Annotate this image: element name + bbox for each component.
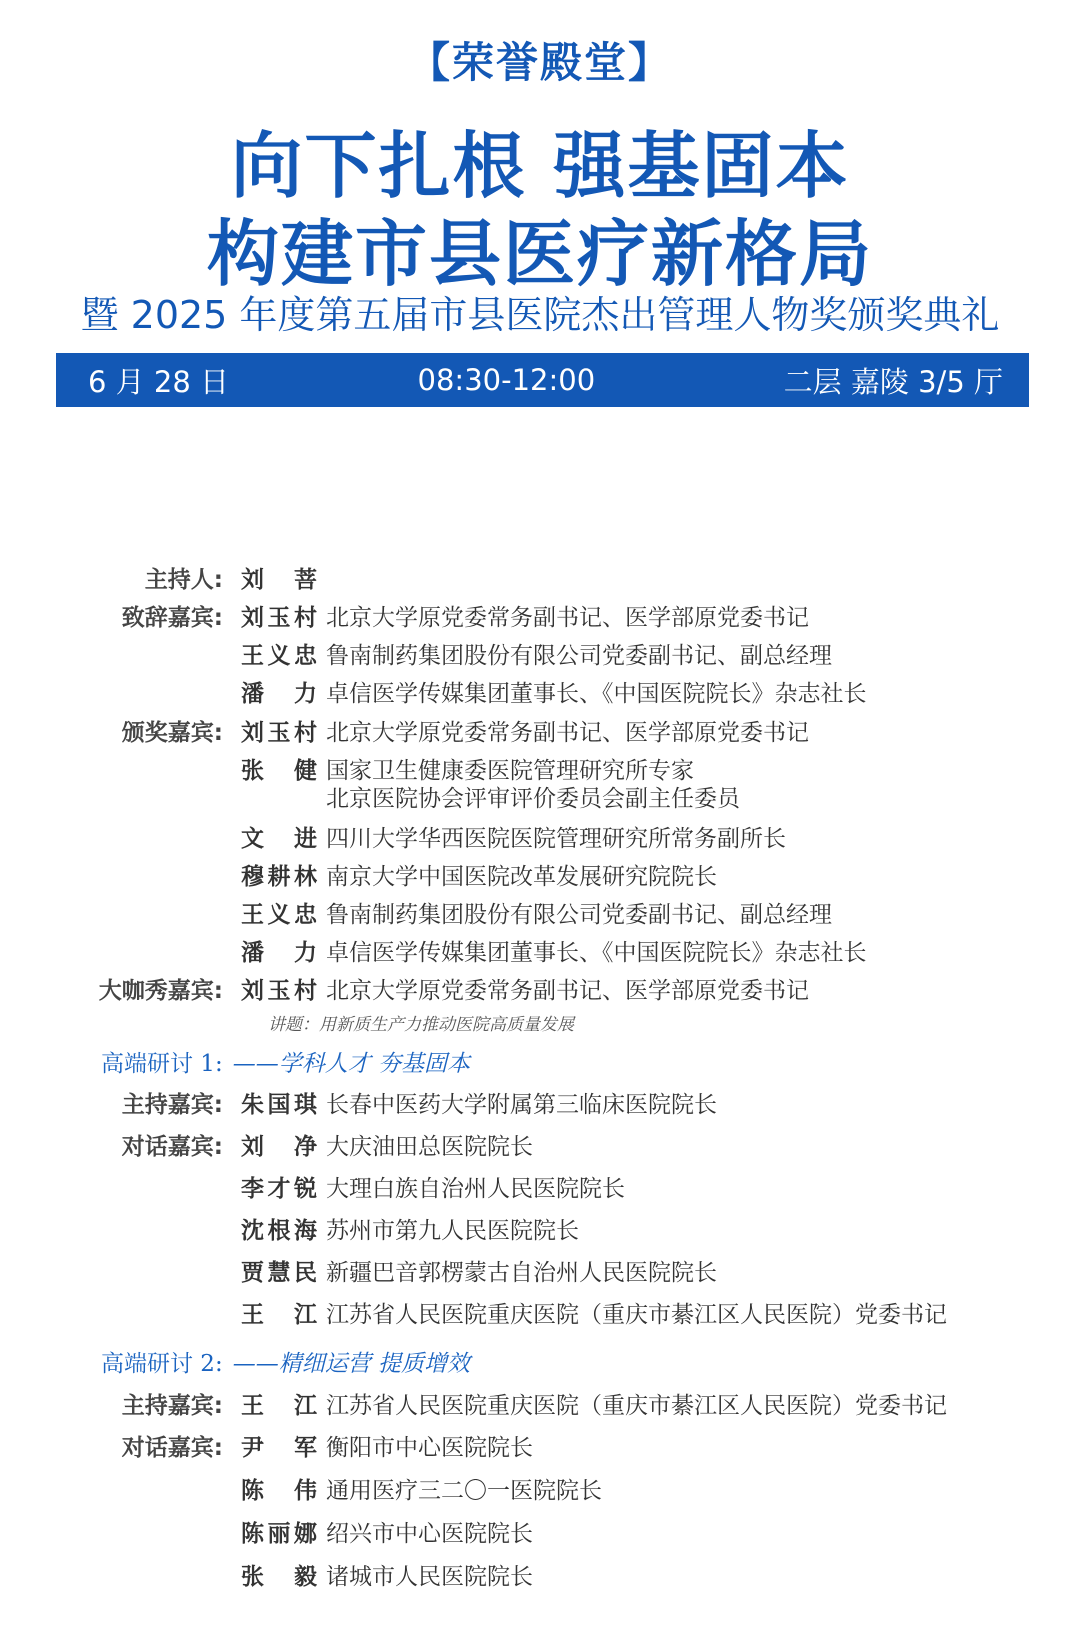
person-name: 贾慧民 [241, 1260, 317, 1286]
forum-2-host-row [0, 1389, 1080, 1423]
host-row [0, 563, 1080, 597]
role-label: 大咖秀嘉宾: [98, 978, 223, 1004]
award-row [0, 898, 1080, 932]
forum-label: 高端研讨 2: [101, 1351, 223, 1377]
person-name: 王义忠 [241, 902, 317, 928]
person-name: 尹 军 [241, 1435, 317, 1461]
person-title: 苏州市第九人民医院院长 [326, 1218, 579, 1244]
person-name: 陈 伟 [241, 1478, 317, 1504]
keynote-row [0, 974, 1080, 1008]
person-title: 北京大学原党委常务副书记、医学部原党委书记 [326, 720, 809, 746]
person-name: 张 健 [241, 758, 317, 784]
award-row [0, 754, 1080, 812]
main-title-line-2: 构建市县医疗新格局 [206, 212, 873, 296]
award-row [0, 716, 1080, 750]
person-name: 陈丽娜 [241, 1521, 317, 1547]
person-name: 张 毅 [241, 1564, 317, 1590]
person-title: 大庆油田总医院院长 [326, 1134, 533, 1160]
person-name: 潘 力 [241, 940, 317, 966]
person-title: 诸城市人民医院院长 [326, 1564, 533, 1590]
forum-2-heading [101, 1345, 470, 1378]
person-title: 北京大学原党委常务副书记、医学部原党委书记 [326, 978, 809, 1004]
person-title: 国家卫生健康委医院管理研究所专家 [326, 758, 694, 784]
person-title: 南京大学中国医院改革发展研究院院长 [326, 864, 717, 890]
event-subtitle: 暨 2025 年度第五届市县医院杰出管理人物奖颁奖典礼 [80, 293, 1000, 337]
person-title: 北京大学原党委常务副书记、医学部原党委书记 [326, 605, 809, 631]
person-name: 王 江 [241, 1302, 317, 1328]
forum-2-dialog-row [0, 1560, 1080, 1594]
schedule-bar [56, 353, 1029, 407]
forum-1-host-row [0, 1088, 1080, 1122]
person-name: 刘玉村 [241, 720, 317, 746]
forum-2-dialog-row [0, 1517, 1080, 1551]
forum-2-dialog-row [0, 1474, 1080, 1508]
forum-1-dialog-row [0, 1298, 1080, 1332]
person-name: 王义忠 [241, 643, 317, 669]
person-title: 鲁南制药集团股份有限公司党委副书记、副总经理 [326, 902, 832, 928]
person-title: 衡阳市中心医院院长 [326, 1435, 533, 1461]
person-name: 沈根海 [241, 1218, 317, 1244]
forum-theme: ——精细运营 提质增效 [232, 1351, 471, 1377]
role-label: 对话嘉宾: [121, 1435, 223, 1461]
forum-1-heading [101, 1045, 470, 1078]
person-title: 卓信医学传媒集团董事长、《中国医院院长》杂志社长 [326, 681, 867, 707]
person-name: 刘玉村 [241, 978, 317, 1004]
section-tag: 【荣誉殿堂】 [407, 38, 672, 87]
forum-2-dialog-row [0, 1431, 1080, 1465]
person-name: 潘 力 [241, 681, 317, 707]
person-title: 江苏省人民医院重庆医院（重庆市綦江区人民医院）党委书记 [326, 1302, 947, 1328]
forum-1-dialog-row [0, 1130, 1080, 1164]
person-name: 穆耕林 [241, 864, 317, 890]
person-name: 刘玉村 [241, 605, 317, 631]
person-title: 通用医疗三二〇一医院院长 [326, 1478, 602, 1504]
speech-row [0, 677, 1080, 711]
event-time: 08:30-12:00 [417, 363, 596, 397]
person-name: 李才锐 [241, 1176, 317, 1202]
person-title: 江苏省人民医院重庆医院（重庆市綦江区人民医院）党委书记 [326, 1393, 947, 1419]
person-title: 绍兴市中心医院院长 [326, 1521, 533, 1547]
award-row [0, 860, 1080, 894]
speech-row [0, 601, 1080, 635]
forum-1-dialog-row [0, 1172, 1080, 1206]
person-name: 朱国琪 [241, 1092, 317, 1118]
forum-1-dialog-row [0, 1214, 1080, 1248]
role-label: 主持嘉宾: [121, 1092, 223, 1118]
person-title: 新疆巴音郭楞蒙古自治州人民医院院长 [326, 1260, 717, 1286]
person-title: 大理白族自治州人民医院院长 [326, 1176, 625, 1202]
forum-label: 高端研讨 1: [101, 1051, 223, 1077]
person-name: 刘 菩 [241, 567, 317, 593]
award-row [0, 822, 1080, 856]
speech-row [0, 639, 1080, 673]
person-name: 文 进 [241, 826, 317, 852]
main-title-line-1: 向下扎根 强基固本 [230, 124, 850, 208]
person-title: 四川大学华西医院医院管理研究所常务副所长 [326, 826, 786, 852]
person-title: 鲁南制药集团股份有限公司党委副书记、副总经理 [326, 643, 832, 669]
forum-theme: ——学科人才 夯基固本 [232, 1051, 471, 1077]
role-label: 致辞嘉宾: [121, 605, 223, 631]
person-name: 王 江 [241, 1393, 317, 1419]
person-title: 长春中医药大学附属第三临床医院院长 [326, 1092, 717, 1118]
person-title: 卓信医学传媒集团董事长、《中国医院院长》杂志社长 [326, 940, 867, 966]
event-date: 6 月 28 日 [88, 364, 230, 399]
event-venue: 二层 嘉陵 3/5 厅 [783, 364, 1003, 399]
keynote-topic: 讲题：用新质生产力推动医院高质量发展 [268, 1015, 574, 1035]
role-label: 颁奖嘉宾: [121, 720, 223, 746]
role-label: 对话嘉宾: [121, 1134, 223, 1160]
award-row [0, 936, 1080, 970]
forum-1-dialog-row [0, 1256, 1080, 1290]
role-label: 主持嘉宾: [121, 1393, 223, 1419]
person-title-second-line: 北京医院协会评审评价委员会副主任委员 [326, 786, 740, 812]
person-name: 刘 净 [241, 1134, 317, 1160]
role-label: 主持人: [144, 567, 223, 593]
